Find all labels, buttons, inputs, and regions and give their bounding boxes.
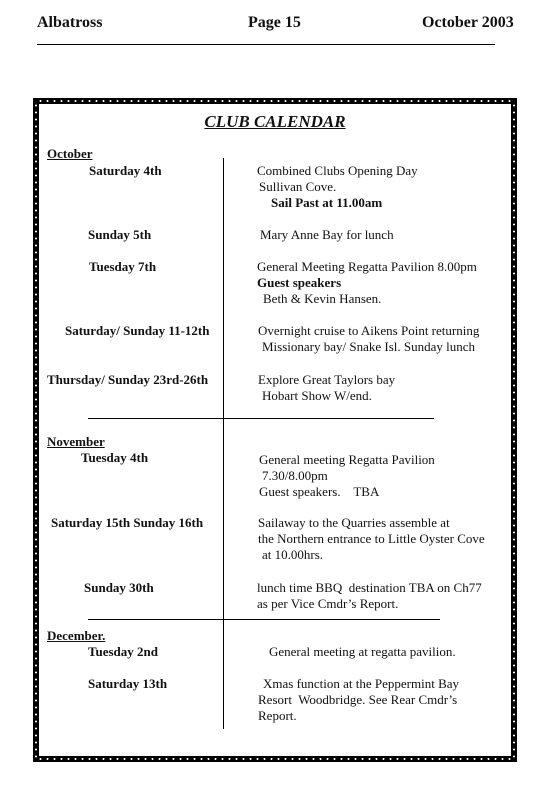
event-line: Combined Clubs Opening Day [257, 163, 418, 178]
column-divider [223, 158, 224, 729]
border-dots-right [513, 102, 515, 758]
event-line: Sail Past at 11.00am [271, 195, 383, 210]
event-date: Saturday 15th Sunday 16th [51, 515, 204, 530]
issue-date: October 2003 [422, 14, 514, 31]
event-line: Beth & Kevin Hansen. [263, 291, 382, 306]
event-date: Saturday 13th [88, 676, 168, 691]
event-date: Tuesday 4th [81, 450, 149, 465]
event-line: General meeting Regatta Pavilion [259, 452, 435, 467]
event-line: at 10.00hrs. [262, 547, 324, 562]
event-description [258, 676, 459, 724]
event-line: 7.30/8.00pm [262, 468, 328, 483]
event-description [257, 163, 418, 211]
section-divider-2 [88, 619, 440, 620]
event-line: Sullivan Cove. [259, 179, 337, 194]
event-date: Tuesday 7th [89, 259, 157, 274]
event-description [258, 372, 395, 404]
event-date: Saturday 4th [89, 163, 162, 178]
event-line: Hobart Show W/end. [262, 388, 372, 403]
border-dots-top [37, 100, 513, 102]
event-line: the Northern entrance to Little Oyster Cove [258, 531, 485, 546]
event-line: General Meeting Regatta Pavilion 8.00pm [257, 259, 477, 274]
event-line: Resort Woodbridge. See Rear Cmdr’s [258, 692, 458, 707]
event-description [258, 323, 479, 355]
event-line: Guest speakers [257, 275, 342, 290]
event-date: Tuesday 2nd [88, 644, 158, 659]
event-description [269, 644, 456, 660]
page-number: Page 15 [248, 14, 301, 31]
event-date: Sunday 5th [88, 227, 152, 242]
month-heading-december: December. [47, 628, 106, 643]
event-date: Sunday 30th [84, 580, 154, 595]
event-line: Mary Anne Bay for lunch [260, 227, 394, 242]
event-line: Missionary bay/ Snake Isl. Sunday lunch [262, 339, 476, 354]
section-divider-1 [88, 418, 434, 419]
event-description [257, 580, 482, 612]
event-description [258, 515, 485, 563]
event-description [260, 227, 394, 243]
event-line: Overnight cruise to Aikens Point returning [258, 323, 480, 338]
border-dots-left [35, 102, 37, 758]
event-line: as per Vice Cmdr’s Report. [257, 596, 399, 611]
calendar-title: CLUB CALENDAR [204, 112, 346, 131]
event-description [259, 452, 435, 500]
event-date: Saturday/ Sunday 11-12th [65, 323, 210, 338]
event-date: Thursday/ Sunday 23rd-26th [47, 372, 209, 387]
newsletter-name: Albatross [37, 14, 103, 31]
event-description [257, 259, 477, 307]
month-heading-october: October [47, 146, 93, 161]
event-line: lunch time BBQ destination TBA on Ch77 [257, 580, 482, 595]
month-heading-november: November [47, 434, 105, 449]
event-line: Xmas function at the Peppermint Bay [263, 676, 460, 691]
event-line: Report. [258, 708, 297, 723]
event-line: General meeting at regatta pavilion. [269, 644, 456, 659]
border-dots-bottom [37, 758, 513, 760]
event-line: Sailaway to the Quarries assemble at [258, 515, 450, 530]
header-rule [37, 44, 495, 45]
event-line: Guest speakers. TBA [259, 484, 380, 499]
event-line: Explore Great Taylors bay [258, 372, 396, 387]
